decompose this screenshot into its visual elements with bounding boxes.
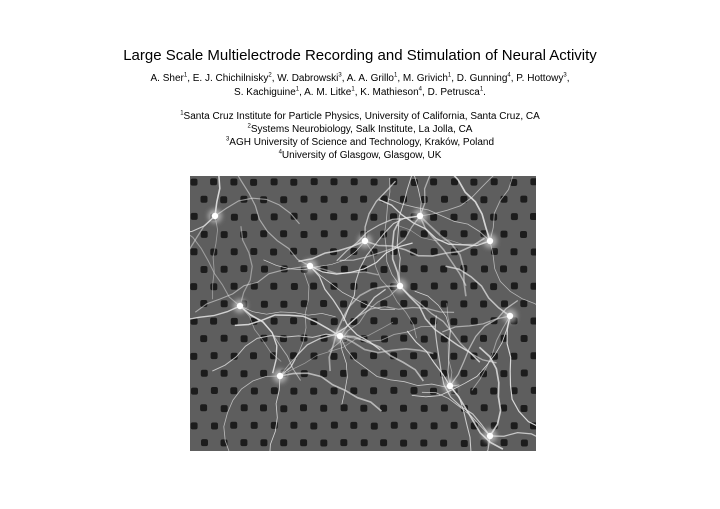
electrode: [230, 387, 237, 394]
electrode: [240, 439, 247, 446]
electrode: [370, 214, 377, 221]
electrode: [300, 439, 307, 446]
electrode: [340, 370, 347, 377]
electrode: [231, 318, 238, 325]
electrode: [220, 196, 227, 203]
electrode: [380, 370, 387, 377]
electrode: [360, 196, 367, 203]
electrode: [530, 178, 536, 185]
electrode: [371, 423, 378, 430]
electrode: [261, 266, 268, 273]
electrode: [301, 231, 308, 238]
electrode: [201, 370, 208, 377]
electrode: [481, 266, 488, 273]
electrode: [441, 196, 448, 203]
electrode: [421, 300, 428, 307]
electrode: [331, 318, 338, 325]
electrode: [431, 248, 438, 255]
electrode: [380, 300, 387, 307]
electrode: [291, 283, 298, 290]
electrode: [191, 179, 198, 186]
electrode: [331, 387, 338, 394]
electrode: [260, 439, 267, 446]
affiliation: $^4$University of Glasgow, Glasgow, UK: [278, 149, 442, 161]
electrode: [441, 405, 448, 412]
electrode: [301, 196, 308, 203]
soma: [212, 213, 218, 219]
electrode: [250, 248, 257, 255]
electrode: [201, 231, 208, 238]
electrode: [370, 317, 377, 324]
electrode: [271, 387, 278, 394]
electrode: [211, 352, 218, 359]
electrode: [201, 196, 208, 203]
electrode: [360, 405, 367, 412]
author: W. Dabrowski$^3$,: [277, 72, 347, 84]
author: D. Gunning$^4$,: [456, 72, 517, 84]
electrode: [300, 404, 307, 411]
electrode: [221, 231, 228, 238]
electrode: [310, 423, 317, 430]
author: E. J. Chichilnisky$^2$,: [192, 72, 278, 84]
electrode: [531, 318, 537, 325]
electrode: [421, 265, 428, 272]
electrode: [331, 353, 338, 360]
electrode: [280, 405, 287, 412]
electrode: [201, 439, 208, 446]
electrode: [201, 266, 208, 273]
soma: [487, 238, 493, 244]
electrode: [351, 178, 358, 185]
electrode: [330, 213, 337, 220]
electrode: [501, 300, 508, 307]
electrode: [411, 283, 418, 290]
author: A. Sher$^1$,: [150, 72, 193, 84]
author: P. Hottowy$^3$,: [516, 72, 570, 84]
soma: [337, 333, 343, 339]
electrode: [311, 178, 318, 185]
electrode: [500, 265, 507, 272]
electrode: [211, 423, 218, 430]
electrode: [251, 422, 258, 429]
electrode: [391, 422, 398, 429]
electrode: [271, 318, 278, 325]
electrode: [260, 370, 267, 377]
electrode: [520, 300, 527, 307]
electrode: [200, 404, 207, 411]
electrode: [400, 370, 407, 377]
electrode: [520, 266, 527, 273]
electrode: [531, 352, 537, 359]
electrode: [210, 318, 217, 325]
electrode: [320, 440, 327, 447]
electrode: [241, 335, 248, 342]
author-line-1: [0, 72, 720, 86]
electrode: [251, 214, 258, 221]
electrode: [501, 231, 508, 238]
electrode: [271, 213, 278, 220]
author-list: [0, 72, 720, 100]
electrode: [430, 214, 437, 221]
neural-culture-image: [190, 176, 536, 451]
author: M. Grivich$^1$,: [402, 72, 457, 84]
electrode: [280, 439, 287, 446]
electrode: [341, 196, 348, 203]
electrode: [241, 370, 248, 377]
electrode: [491, 178, 498, 185]
electrode: [471, 213, 478, 220]
electrode: [320, 405, 327, 412]
electrode: [291, 213, 298, 220]
electrode: [471, 249, 478, 256]
electrode: [280, 301, 287, 308]
electrode: [221, 370, 228, 377]
soma: [447, 383, 453, 389]
electrode: [521, 370, 528, 377]
electrode: [230, 179, 237, 186]
electrode: [210, 283, 217, 290]
soma: [507, 313, 513, 319]
electrode: [340, 439, 347, 446]
electrode: [510, 353, 517, 360]
electrode: [271, 178, 278, 185]
soma: [237, 303, 243, 309]
electrode: [451, 214, 458, 221]
electrode: [480, 301, 487, 308]
electrode: [361, 370, 368, 377]
electrode: [191, 422, 198, 429]
electrode: [511, 213, 518, 220]
soma: [362, 238, 368, 244]
electrode: [431, 283, 438, 290]
electrode: [310, 213, 317, 220]
electrode: [310, 283, 317, 290]
electrode: [450, 353, 457, 360]
electrode: [511, 248, 518, 255]
electrode: [190, 283, 197, 290]
electrode: [430, 178, 437, 185]
electrode: [470, 179, 477, 186]
electrode: [490, 283, 497, 290]
electrode: [251, 388, 258, 395]
electrode: [470, 282, 477, 289]
electrode: [361, 439, 368, 446]
electrode: [221, 266, 228, 273]
electrode: [210, 178, 217, 185]
electrode: [350, 248, 357, 255]
author: A. A. Grillo$^1$,: [346, 72, 403, 84]
electrode: [400, 335, 407, 342]
electrode: [290, 422, 297, 429]
electrode: [411, 387, 418, 394]
electrode: [511, 282, 518, 289]
electrode: [400, 405, 407, 412]
electrode: [500, 370, 507, 377]
electrode: [490, 388, 497, 395]
electrode: [531, 387, 536, 394]
electrode: [321, 196, 328, 203]
electrode: [410, 422, 417, 429]
electrode: [230, 422, 237, 429]
electrode: [261, 301, 268, 308]
electrode: [381, 266, 388, 273]
electrode: [350, 422, 357, 429]
electrode: [400, 196, 407, 203]
electrode: [521, 405, 528, 412]
electrode: [280, 230, 287, 237]
electrode: [521, 440, 528, 447]
electrode: [221, 300, 228, 307]
electrode: [331, 178, 338, 185]
electrode: [351, 214, 358, 221]
electrode: [211, 387, 218, 394]
electrode: [470, 388, 477, 395]
electrode: [231, 283, 238, 290]
electrode: [531, 283, 537, 290]
electrode: [480, 196, 487, 203]
electrode: [270, 283, 277, 290]
electrode: [270, 249, 277, 256]
electrode: [321, 230, 328, 237]
electrode: [290, 317, 297, 324]
electrode: [191, 388, 198, 395]
electrode: [320, 300, 327, 307]
soma: [417, 213, 423, 219]
electrode: [241, 404, 248, 411]
electrode: [341, 230, 348, 237]
electrode: [531, 249, 536, 256]
electrode: [460, 370, 467, 377]
electrode: [200, 335, 207, 342]
electrode: [431, 422, 438, 429]
electrode: [461, 336, 468, 343]
electrode: [420, 440, 427, 447]
electrode: [221, 405, 228, 412]
electrode: [461, 440, 468, 447]
electrode: [481, 404, 488, 411]
electrode: [380, 439, 387, 446]
electrode: [290, 179, 297, 186]
author-line-2: [0, 86, 720, 100]
electrode: [290, 388, 297, 395]
electrode: [390, 387, 397, 394]
electrode: [221, 335, 228, 342]
paper-title: Large Scale Multielectrode Recording and Stimulation of Neural Activity: [123, 47, 597, 64]
electrode: [401, 265, 408, 272]
electrode: [440, 440, 447, 447]
electrode: [400, 300, 407, 307]
author: A. M. Litke$^1$,: [304, 86, 361, 98]
electrode: [511, 422, 518, 429]
affiliation: $^2$Systems Neurobiology, Salk Institute, La Jolla, CA: [247, 123, 473, 135]
electrode: [341, 266, 348, 273]
electrode: [280, 196, 287, 203]
author: D. Petrusca$^1$.: [427, 86, 486, 98]
affiliation: $^1$Santa Cruz Institute for Particle Physics, University of California, Santa Cruz, CA: [180, 110, 540, 122]
soma: [397, 283, 403, 289]
author: S. Kachiguine$^1$,: [234, 86, 305, 98]
electrode: [341, 404, 348, 411]
electrode: [240, 265, 247, 272]
electrode: [400, 440, 407, 447]
electrode: [250, 352, 257, 359]
electrode: [250, 179, 257, 186]
electrode: [190, 353, 197, 360]
electrode: [421, 370, 428, 377]
electrode: [370, 352, 377, 359]
affiliation: $^3$AGH University of Science and Technology, Kraków, Poland: [225, 136, 495, 148]
electrode: [231, 214, 238, 221]
electrode: [421, 405, 428, 412]
electrode: [191, 213, 198, 220]
electrode: [520, 231, 527, 238]
electrode: [280, 335, 287, 342]
electrode: [410, 352, 417, 359]
electrode: [310, 388, 317, 395]
soma: [277, 373, 283, 379]
electrode: [450, 318, 457, 325]
electrode: [480, 335, 487, 342]
electrode: [370, 387, 377, 394]
electrode: [350, 283, 357, 290]
electrode: [340, 301, 347, 308]
electrode: [451, 422, 458, 429]
soma: [487, 433, 493, 439]
electrode: [310, 248, 317, 255]
electrode: [471, 318, 478, 325]
electrode: [521, 335, 528, 342]
electrode: [371, 179, 378, 186]
soma: [307, 263, 313, 269]
electrode: [520, 196, 527, 203]
electrode: [331, 422, 338, 429]
electrode: [461, 230, 468, 237]
affiliation-list: [0, 110, 720, 162]
electrode: [391, 318, 398, 325]
electrode: [231, 248, 238, 255]
electrode: [450, 283, 457, 290]
micrograph-figure: [190, 176, 536, 451]
electrode: [501, 439, 508, 446]
electrode: [530, 213, 536, 220]
electrode: [260, 230, 267, 237]
author: K. Mathieson$^4$,: [360, 86, 428, 98]
electrode: [460, 300, 467, 307]
electrode: [430, 388, 437, 395]
electrode: [260, 404, 267, 411]
electrode: [191, 248, 198, 255]
electrode: [421, 336, 428, 343]
